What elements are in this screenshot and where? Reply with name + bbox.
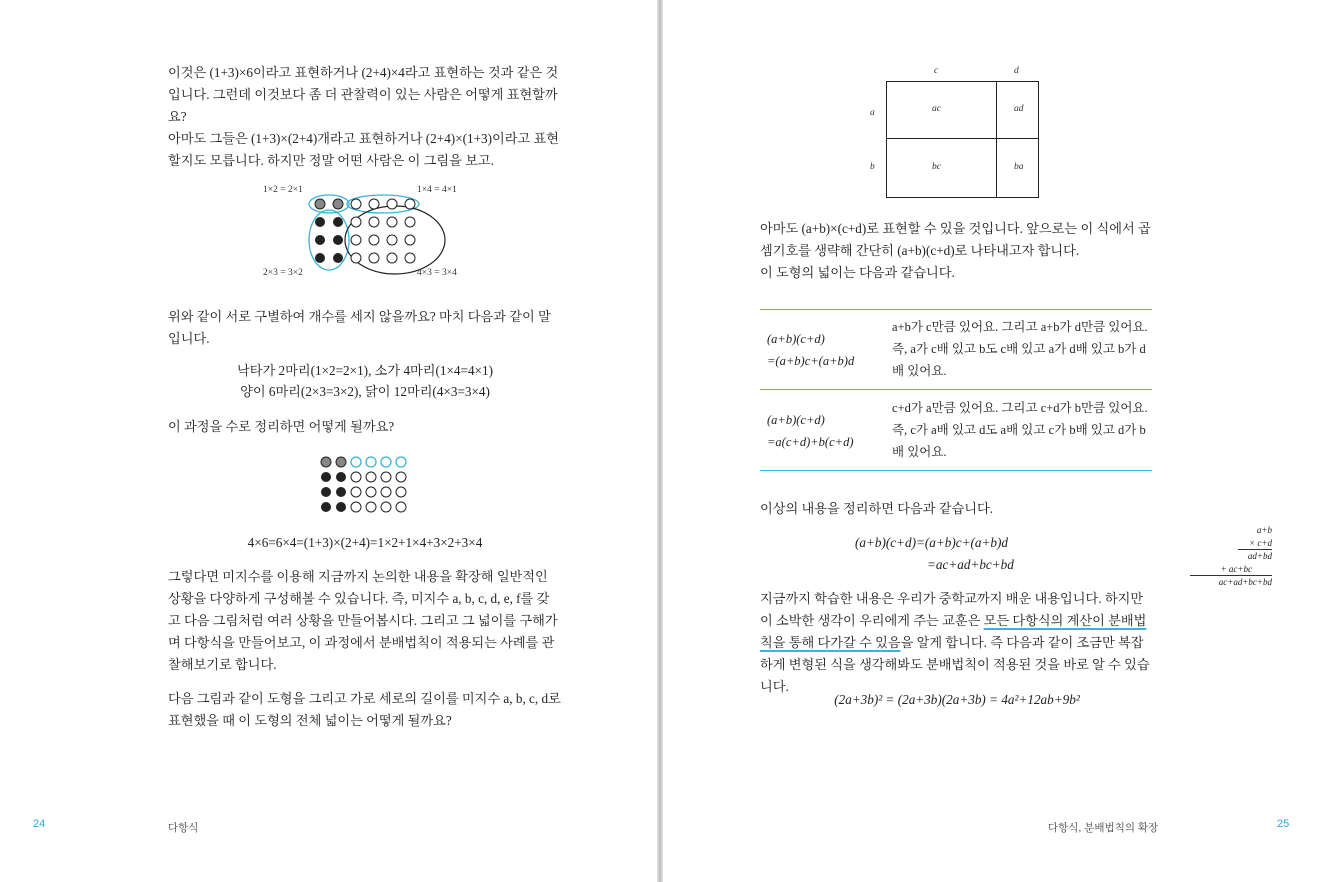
fig-label-br: 4×3 = 3×4 <box>417 268 457 278</box>
margin-multiplication: a+b × c+d ad+bd + ac+bc ac+ad+bc+bd <box>1180 524 1272 592</box>
table-rule-top <box>760 309 1152 310</box>
area-rectangle <box>886 81 1039 198</box>
left-paragraph-5 <box>168 566 562 676</box>
animal-list-line-1: 낙타가 2마리(1×2=2×1), 소가 4마리(1×4=4×1) <box>237 363 493 378</box>
table-row-1-description: a+b가 c만큼 있어요. 그리고 a+b가 d만큼 있어요. 즉, a가 c배 있고 b도 c배 있고 a가 d배 있고 b가 d배 있어요. <box>892 320 1148 378</box>
running-footer-right: 다항식, 분배법칙의 확장 <box>1048 822 1159 834</box>
dot-grid-svg <box>255 182 485 282</box>
table-row-2-description: c+d가 a만큼 있어요. 그리고 c+d가 b만큼 있어요. 즉, c가 a배 있고 d도 a배 있고 c가 b배 있고 d가 b배 있어요. <box>892 401 1148 459</box>
rect-label-b: b <box>870 162 875 172</box>
equation-3 <box>760 689 1154 711</box>
equation-1 <box>168 532 562 554</box>
page-number-right: 25 <box>1277 818 1290 830</box>
dot-figure-groups <box>255 182 485 282</box>
rect-cell-ad: ad <box>1014 104 1024 114</box>
right-paragraph-1 <box>760 218 1154 284</box>
paragraph-text: 이상의 내용을 정리하면 다음과 같습니다. <box>760 501 994 516</box>
fig-label-tl: 1×2 = 2×1 <box>263 185 303 195</box>
paragraph-text: 이 도형의 넓이는 다음과 같습니다. <box>760 265 955 280</box>
paragraph-text: 그렇다면 미지수를 이용해 지금까지 논의한 내용을 확장해 일반적인 상황을 다양하게 구성해볼 수 있습니다. 즉, 미지수 a, b, c, d, e, f를 갖고 다음 그림처럼 여러 상황을 만들어봅시다. 그리고 그 넓이를 구해가며 다항식을 만들어보고, 이 과정에서 분배법칙이 적용되는 사례를 관찰해보기로 합니다. <box>168 569 558 672</box>
dot-grid-plain <box>316 454 416 516</box>
left-paragraph-4 <box>168 416 562 438</box>
rect-cell-bc: bc <box>932 162 941 172</box>
rect-label-d: d <box>1014 66 1019 76</box>
animal-list-line-2: 양이 6마리(2×3=3×2), 닭이 12마리(4×3=3×4) <box>240 384 490 399</box>
right-paragraph-4 <box>760 588 1154 698</box>
left-paragraph-3 <box>168 306 562 350</box>
right-paragraph-3 <box>760 498 1154 520</box>
paragraph-text: 위와 같이 서로 구별하여 개수를 세지 않을까요? 마치 다음과 같이 말입니다. <box>168 309 551 346</box>
paragraph-text: 이것은 (1+3)×6이라고 표현하거나 (2+4)×4라고 표현하는 것과 같은 것입니다. 그런데 이것보다 좀 더 관찰력이 있는 사람은 어떻게 표현할까요? <box>168 65 559 124</box>
area-rectangle-figure <box>862 62 1062 204</box>
rect-cell-ac: ac <box>932 104 941 114</box>
rect-cell-ba: ba <box>1014 162 1024 172</box>
paragraph-text: 아마도 (a+b)×(c+d)로 표현할 수 있을 것입니다. 앞으로는 이 식에서 곱셈기호를 생략해 간단히 (a+b)(c+d)로 나타내고자 합니다. <box>760 221 1151 258</box>
animal-list <box>168 360 562 402</box>
paragraph-text: 다음 그림과 같이 도형을 그리고 가로 세로의 길이를 미지수 a, b, c, d로 표현했을 때 이 도형의 전체 넓이는 어떻게 될까요? <box>168 691 561 728</box>
equation-text: (2a+3b)² = (2a+3b)(2a+3b) = 4a²+12ab+9b² <box>834 692 1080 707</box>
rect-label-c: c <box>934 66 939 76</box>
table-rule-middle <box>760 389 1152 390</box>
paragraph-text: 아마도 그들은 (1+3)×(2+4)개라고 표현하거나 (2+4)×(1+3)이라고 표현할지도 모릅니다. 하지만 정말 어떤 사람은 이 그림을 보고. <box>168 131 560 168</box>
fig-label-bl: 2×3 = 3×2 <box>263 268 303 278</box>
book-gutter <box>657 0 663 882</box>
underlined-emphasis: 모든 다항식의 계산이 분배법칙을 통해 다가갈 수 있음 <box>760 613 1147 650</box>
table-row-2-equation: (a+b)(c+d) =a(c+d)+b(c+d) <box>767 413 854 449</box>
page-number-left: 24 <box>33 818 46 830</box>
running-footer-left: 다항식 <box>168 822 199 834</box>
left-paragraph-1 <box>168 62 562 172</box>
equation-text: 4×6=6×4=(1+3)×(2+4)=1×2+1×4+3×2+3×4 <box>247 535 483 550</box>
left-paragraph-6 <box>168 688 562 732</box>
table-row-1-equation: (a+b)(c+d) =(a+b)c+(a+b)d <box>767 332 855 368</box>
equation-2 <box>855 532 1095 576</box>
paragraph-text: 이 과정을 수로 정리하면 어떻게 될까요? <box>168 419 395 434</box>
table-rule-bottom <box>760 470 1152 471</box>
left-page <box>0 0 657 882</box>
rect-label-a: a <box>870 108 875 118</box>
equation-line-2: =ac+ad+bc+bd <box>927 557 1014 572</box>
fig-label-tr: 1×4 = 4×1 <box>417 185 457 195</box>
paragraph-text: 지금까지 학습한 내용은 우리가 중학교까지 배운 내용입니다. 하지만 이 소박한 생각이 우리에게 주는 교훈은 모든 다항식의 계산이 분배법칙을 통해 다가갈 수 있음을 알게 합니다. 즉 다음과 같이 조금만 복잡하게 변형된 식을 생각해봐도 분배법칙이 적용된 것을 바로 알 수 있습니다. <box>760 591 1150 694</box>
equation-line-1: (a+b)(c+d)=(a+b)c+(a+b)d <box>855 535 1008 550</box>
